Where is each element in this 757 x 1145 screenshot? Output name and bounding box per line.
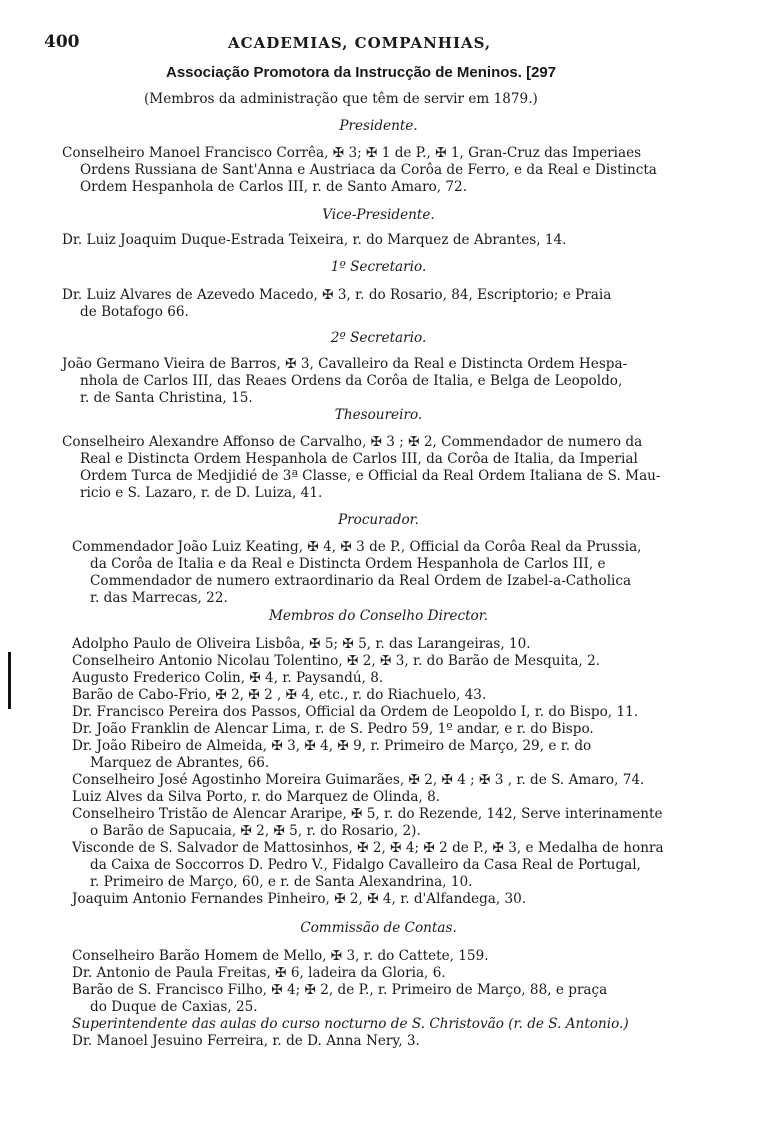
entry-line: Luiz Alves da Silva Porto, r. do Marquez de Olinda, 8. [72, 789, 441, 805]
entry-line: Dr. Luiz Joaquim Duque-Estrada Teixeira, r. do Marquez de Abrantes, 14. [62, 232, 567, 248]
section-subtitle: (Membros da administração que têm de servir em 1879.) [144, 91, 538, 107]
section-title: Associação Promotora da Instrucção de Meninos. [297 [166, 64, 557, 81]
entry-line: Ordem Hespanhola de Carlos III, r. de Santo Amaro, 72. [80, 179, 468, 195]
entry-line: Dr. Manoel Jesuino Ferreira, r. de D. Anna Nery, 3. [72, 1033, 420, 1049]
entry-line: r. de Santa Christina, 15. [80, 390, 253, 406]
entry-line: Adolpho Paulo de Oliveira Lisbôa, ✠ 5; ✠ 5, r. das Larangeiras, 10. [72, 636, 531, 652]
entry-line: Conselheiro Manoel Francisco Corrêa, ✠ 3; ✠ 1 de P., ✠ 1, Gran-Cruz das Imperiaes [62, 145, 642, 161]
entry-line: Conselheiro Barão Homem de Mello, ✠ 3, r. do Cattete, 159. [72, 948, 489, 964]
entry-line: Dr. Antonio de Paula Freitas, ✠ 6, ladeira da Gloria, 6. [72, 965, 446, 981]
entry-line: Commendador de numero extraordinario da Real Ordem de Izabel-a-Catholica [90, 573, 632, 589]
entry-line: Joaquim Antonio Fernandes Pinheiro, ✠ 2, ✠ 4, r. d'Alfandega, 30. [72, 891, 527, 907]
role-heading: 2º Secretario. [330, 330, 427, 346]
entry-line: da Corôa de Italia e da Real e Distincta Ordem Hespanhola de Carlos III, e [90, 556, 606, 572]
entry-line: Dr. João Franklin de Alencar Lima, r. de S. Pedro 59, 1º andar, e r. do Bispo. [72, 721, 594, 737]
entry-line: Real e Distincta Ordem Hespanhola de Carlos III, da Corôa de Italia, da Imperial [80, 451, 638, 467]
page-number: 400 [44, 32, 80, 52]
entry-line: Dr. Francisco Pereira dos Passos, Official da Ordem de Leopoldo I, r. do Bispo, 11. [72, 704, 639, 720]
running-title: ACADEMIAS, COMPANHIAS, [228, 34, 492, 52]
entry-line: Superintendente das aulas do curso nocturno de S. Christovão (r. de S. Antonio.) [72, 1016, 629, 1032]
entry-line: r. das Marrecas, 22. [90, 590, 228, 606]
entry-line: Conselheiro Tristão de Alencar Araripe, ✠ 5, r. do Rezende, 142, Serve interinamente [72, 806, 663, 822]
role-heading: Presidente. [339, 118, 418, 134]
role-heading: Procurador. [337, 512, 419, 528]
entry-line: de Botafogo 66. [80, 304, 189, 320]
entry-line: Augusto Frederico Colin, ✠ 4, r. Paysandú, 8. [72, 670, 384, 686]
entry-line: Dr. Luiz Alvares de Azevedo Macedo, ✠ 3, r. do Rosario, 84, Escriptorio; e Praia [62, 287, 612, 303]
entry-line: Conselheiro José Agostinho Moreira Guimarães, ✠ 2, ✠ 4 ; ✠ 3 , r. de S. Amaro, 74. [72, 772, 645, 788]
role-heading: Membros do Conselho Director. [268, 608, 489, 624]
entry-line: Conselheiro Antonio Nicolau Tolentino, ✠ 2, ✠ 3, r. do Barão de Mesquita, 2. [72, 653, 601, 669]
entry-line: da Caixa de Soccorros D. Pedro V., Fidalgo Cavalleiro da Casa Real de Portugal, [90, 857, 641, 873]
entry-line: do Duque de Caxias, 25. [90, 999, 258, 1015]
entry-line: Ordem Turca de Medjidié de 3ª Classe, e Official da Real Ordem Italiana de S. Mau- [80, 468, 661, 484]
role-heading: Thesoureiro. [334, 407, 423, 423]
entry-line: Barão de S. Francisco Filho, ✠ 4; ✠ 2, de P., r. Primeiro de Março, 88, e praça [72, 982, 608, 998]
role-heading: 1º Secretario. [330, 259, 427, 275]
entry-line: nhola de Carlos III, das Reaes Ordens da Corôa de Italia, e Belga de Leopoldo, [80, 373, 623, 389]
entry-line: Ordens Russiana de Sant'Anna e Austriaca da Corôa de Ferro, e da Real e Distincta [80, 162, 657, 178]
entry-line: r. Primeiro de Março, 60, e r. de Santa Alexandrina, 10. [90, 874, 473, 890]
entry-line: João Germano Vieira de Barros, ✠ 3, Cavalleiro da Real e Distincta Ordem Hespa- [62, 356, 628, 372]
role-heading: Commissão de Contas. [300, 920, 457, 936]
entry-line: Marquez de Abrantes, 66. [90, 755, 270, 771]
entry-line: ricio e S. Lazaro, r. de D. Luiza, 41. [80, 485, 323, 501]
entry-line: o Barão de Sapucaia, ✠ 2, ✠ 5, r. do Rosario, 2). [90, 823, 421, 839]
margin-mark [8, 652, 11, 709]
entry-line: Dr. João Ribeiro de Almeida, ✠ 3, ✠ 4, ✠ 9, r. Primeiro de Março, 29, e r. do [72, 738, 592, 754]
entry-line: Conselheiro Alexandre Affonso de Carvalho, ✠ 3 ; ✠ 2, Commendador de numero da [62, 434, 643, 450]
entry-line: Barão de Cabo-Frio, ✠ 2, ✠ 2 , ✠ 4, etc., r. do Riachuelo, 43. [72, 687, 487, 703]
entry-line: Commendador João Luiz Keating, ✠ 4, ✠ 3 de P., Official da Corôa Real da Prussia, [72, 539, 642, 555]
role-heading: Vice-Presidente. [322, 207, 435, 223]
entry-line: Visconde de S. Salvador de Mattosinhos, ✠ 2, ✠ 4; ✠ 2 de P., ✠ 3, e Medalha de honra [72, 840, 664, 856]
